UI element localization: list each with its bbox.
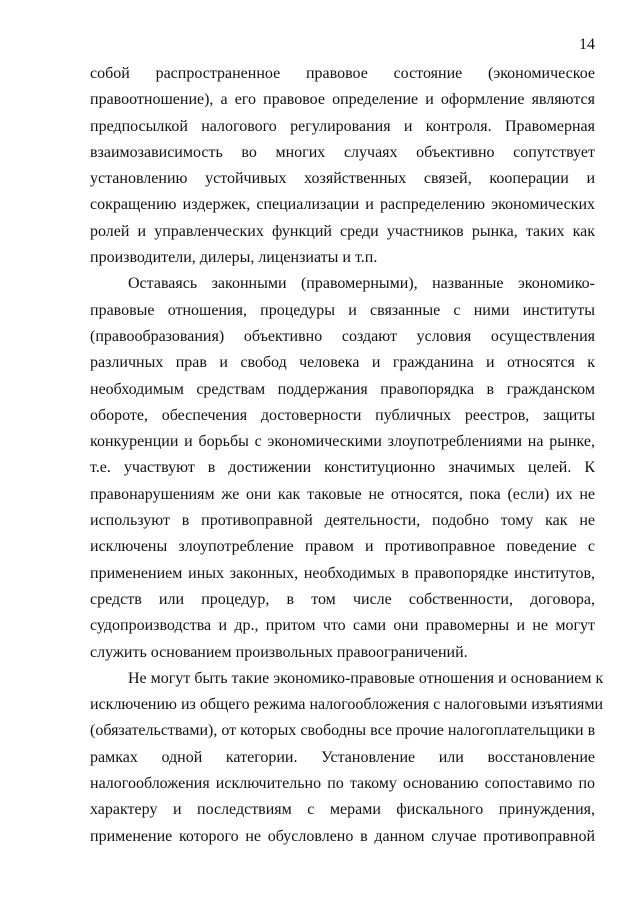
text-line: правовые отношения, процедуры и связанные с ними институты [90,301,595,319]
text-line: средств или процедур, в том числе собственности, договора, [90,590,595,608]
text-line: исключены злоупотребление правом и противоправное поведение с [90,538,595,556]
paragraph-1 [90,61,595,271]
text-line: (правообразования) объективно создают условия осуществления [90,327,595,345]
text-line: предпосылкой налогового регулирования и контроля. Правомерная [90,117,595,135]
text-line: применением иных законных, необходимых в правопорядке институтов, [90,564,595,582]
text-line: взаимозависимость во многих случаях объективно сопутствует [90,143,595,161]
text-line: сокращению издержек, специализации и распределению экономических [90,196,595,214]
text-line: обороте, обеспечения достоверности публичных реестров, защиты [90,406,595,424]
text-line: установлению устойчивых хозяйственных связей, кооперации и [90,170,595,188]
text-line: различных прав и свобод человека и гражданина и относятся к [90,354,595,372]
text-line: используют в противоправной деятельности, подобно тому как не [90,512,595,530]
page-number: 14 [579,36,595,53]
text-line: (обязательствами), от которых свободны все прочие налогоплательщики в [90,722,596,740]
paragraph-2 [90,271,595,665]
text-line: характеру и последствиям с мерами фискального принуждения, [90,801,595,819]
text-line: применение которого не обусловлено в данном случае противоправной [90,827,595,845]
text-line: Оставаясь законными (правомерными), названные экономико- [128,275,595,293]
paragraph-3 [90,666,604,850]
text-line: исключению из общего режима налогообложения с налоговыми изъятиями [90,696,604,714]
text-line: судопроизводства и др., притом что сами они правомерны и не могут [90,617,595,635]
text-line: производители, дилеры, лицензиаты и т.п. [90,249,378,267]
text-line: конкуренции и борьбы с экономическими злоупотреблениями на рынке, [90,433,595,451]
text-line: правоотношение), а его правовое определение и оформление являются [90,91,595,109]
text-line: правонарушениям же они как таковые не относятся, пока (если) их не [90,485,595,503]
text-line: необходимым средствам поддержания правопорядка в гражданском [90,380,595,398]
body-text [90,61,604,850]
text-line: рамках одной категории. Установление или восстановление [90,748,595,766]
text-line: служить основанием произвольных правоограничений. [90,643,468,661]
text-line: Не могут быть такие экономико-правовые отношения и основанием к [128,669,604,687]
text-line: собой распространенное правовое состояние (экономическое [90,65,595,82]
text-line: ролей и управленческих функций среди участников рынка, таких как [90,222,595,240]
text-line: налогообложения исключительно по такому основанию сопоставимо по [90,775,595,793]
text-line: т.е. участвуют в достижении конституционно значимых целей. К [90,459,595,477]
